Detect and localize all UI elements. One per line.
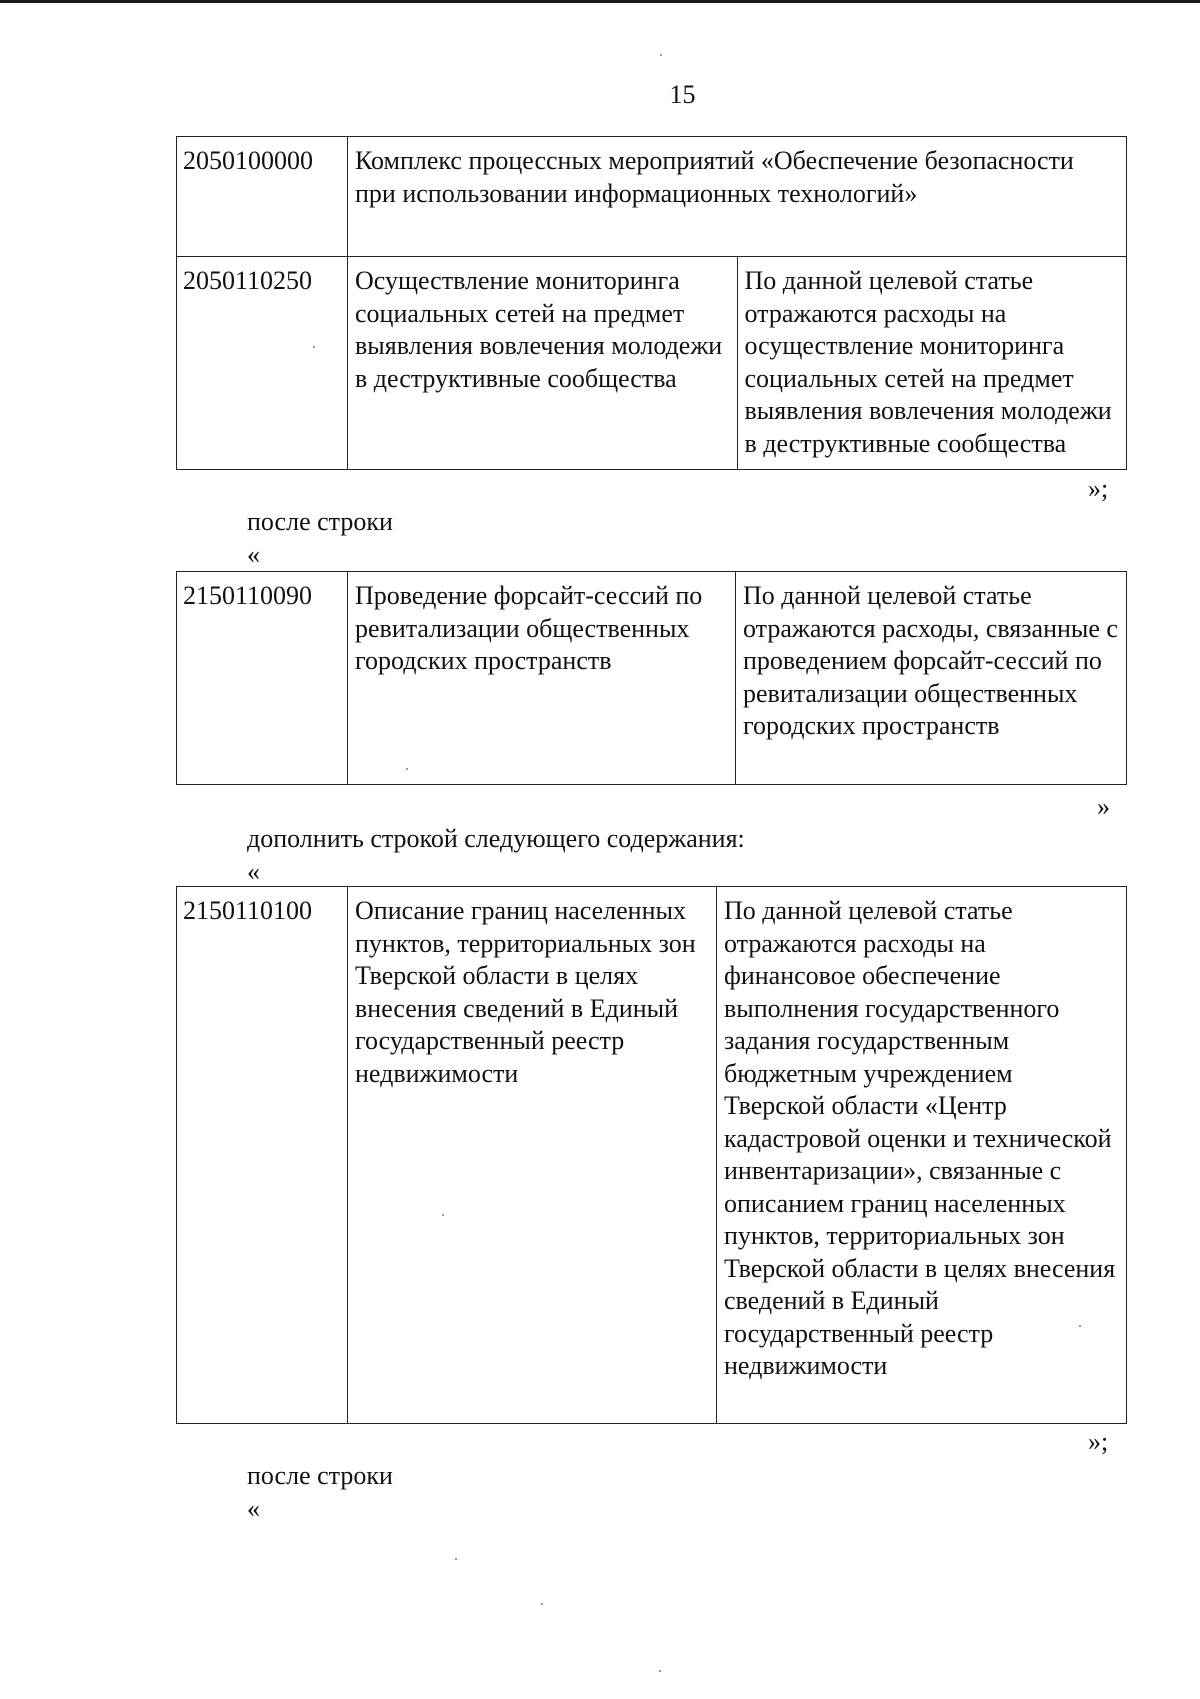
- target-code-cell: 2150110100: [177, 887, 348, 1424]
- scan-speck: [660, 54, 662, 56]
- target-name-cell: Комплекс процессных мероприятий «Обеспечение безопасности при использовании информационных технологий»: [348, 137, 1127, 257]
- instruction-text: после строки: [247, 1461, 393, 1490]
- target-description-cell: По данной целевой статье отражаются расходы на осуществление мониторинга социальных сетей на предмет выявления вовлечения молодежи в деструктивные сообщества: [737, 257, 1127, 470]
- budget-table-1: [176, 136, 1127, 470]
- table-row: [177, 887, 1127, 1424]
- scan-speck: [442, 1214, 444, 1216]
- scan-speck: [455, 1558, 457, 1560]
- opening-quote: «: [247, 1494, 260, 1523]
- closing-quote: »;: [1088, 474, 1109, 503]
- budget-table-2: [176, 571, 1127, 785]
- instruction-text: после строки: [247, 507, 393, 536]
- scan-speck: [659, 1670, 661, 1672]
- scan-speck: [313, 346, 315, 348]
- target-name-cell: Проведение форсайт-сессий по ревитализации общественных городских пространств: [348, 572, 736, 785]
- target-code-cell: 2050110250: [177, 257, 348, 470]
- scan-speck: [541, 1603, 543, 1605]
- table-row: [177, 257, 1127, 470]
- table-row: [177, 137, 1127, 257]
- target-code-cell: 2150110090: [177, 572, 348, 785]
- scan-top-edge: [0, 0, 1200, 3]
- budget-table-3: [176, 886, 1127, 1424]
- scan-speck: [406, 768, 408, 770]
- target-description-cell: По данной целевой статье отражаются расходы на финансовое обеспечение выполнения государственного задания государственным бюджетным учреждением Тверской области «Центр кадастровой оценки и технической инвентаризации», связанные с описанием границ населенных пунктов, территориальных зон Тверской области в целях внесения сведений в Единый государственный реестр недвижимости: [717, 887, 1127, 1424]
- opening-quote: «: [247, 540, 260, 569]
- target-name-cell: Осуществление мониторинга социальных сетей на предмет выявления вовлечения молодежи в деструктивные сообщества: [348, 257, 738, 470]
- closing-quote: »;: [1088, 1427, 1109, 1456]
- closing-quote: »: [1097, 792, 1110, 821]
- opening-quote: «: [247, 857, 260, 886]
- target-name-cell: Описание границ населенных пунктов, территориальных зон Тверской области в целях внесения сведений в Единый государственный реестр недвижимости: [348, 887, 717, 1424]
- scan-speck: [1079, 1325, 1081, 1327]
- target-code-cell: 2050100000: [177, 137, 348, 257]
- table-row: [177, 572, 1127, 785]
- instruction-text: дополнить строкой следующего содержания:: [247, 824, 745, 853]
- page-number: 15: [669, 80, 696, 109]
- target-description-cell: По данной целевой статье отражаются расходы, связанные с проведением форсайт-сессий по ревитализации общественных городских пространств: [736, 572, 1127, 785]
